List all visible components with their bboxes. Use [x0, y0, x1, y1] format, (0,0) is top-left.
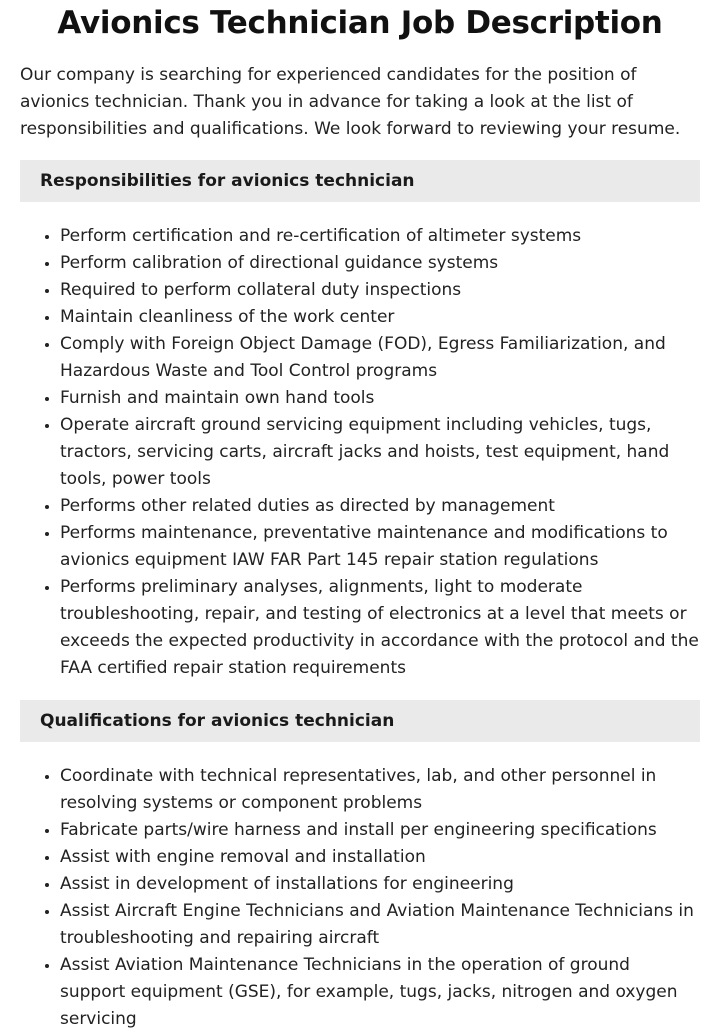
list-item: • Operate aircraft ground servicing equipment including vehicles, tugs, tractors, servicing carts, aircraft jacks and hoists, test equipment, hand tools, power tools: [60, 412, 700, 493]
list-item: • Assist Aircraft Engine Technicians and Aviation Maintenance Technicians in troubleshooting and repairing aircraft: [60, 898, 700, 952]
qualifications-heading: Qualifications for avionics technician: [20, 700, 700, 742]
responsibilities-list: [20, 223, 700, 682]
qualifications-list: [20, 763, 700, 1033]
list-item: • Perform certification and re-certification of altimeter systems: [60, 223, 700, 250]
list-item: • Comply with Foreign Object Damage (FOD), Egress Familiarization, and Hazardous Waste and Tool Control programs: [60, 331, 700, 385]
list-item: • Maintain cleanliness of the work center: [60, 304, 700, 331]
list-item: • Assist in development of installations for engineering: [60, 871, 700, 898]
list-item: • Performs maintenance, preventative maintenance and modifications to avionics equipment IAW FAR Part 145 repair station regulations: [60, 520, 700, 574]
list-item: • Assist with engine removal and installation: [60, 844, 700, 871]
list-item: • Perform calibration of directional guidance systems: [60, 250, 700, 277]
page-title: Avionics Technician Job Description: [57, 5, 663, 41]
list-item: • Performs preliminary analyses, alignments, light to moderate troubleshooting, repair, and testing of electronics at a level that meets or exceeds the expected productivity in accordance with the protocol and the FAA certified repair station requirements: [60, 574, 700, 682]
list-item: • Performs other related duties as directed by management: [60, 493, 700, 520]
list-item: • Required to perform collateral duty inspections: [60, 277, 700, 304]
list-item: • Assist Aviation Maintenance Technicians in the operation of ground support equipment (GSE), for example, tugs, jacks, nitrogen and oxygen servicing: [60, 952, 700, 1033]
intro-paragraph: Our company is searching for experienced candidates for the position of avionics technician. Thank you in advance for taking a look at the list of responsibilities and qualifications. We look forward to reviewing your resume.: [20, 65, 681, 139]
list-item: • Fabricate parts/wire harness and install per engineering specifications: [60, 817, 700, 844]
list-item: • Furnish and maintain own hand tools: [60, 385, 700, 412]
responsibilities-heading: Responsibilities for avionics technician: [20, 160, 700, 202]
list-item: • Coordinate with technical representatives, lab, and other personnel in resolving systems or component problems: [60, 763, 700, 817]
